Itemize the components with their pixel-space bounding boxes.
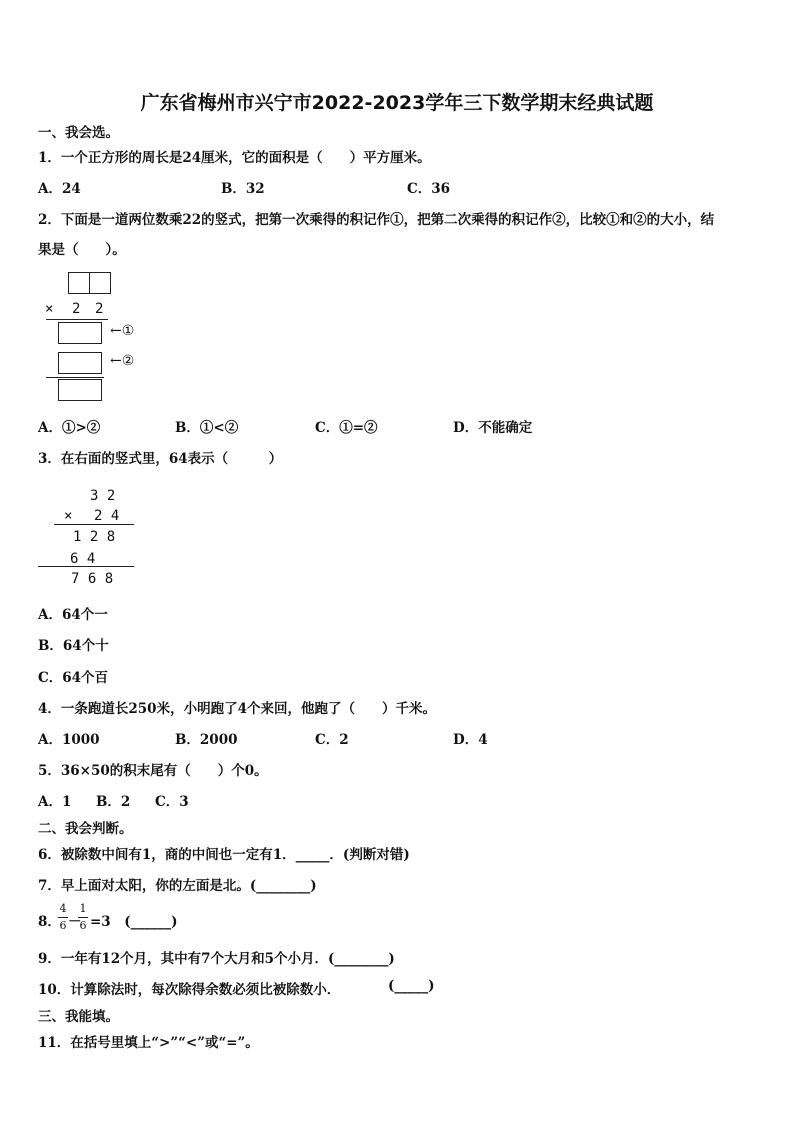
q4-option-d: D．4 xyxy=(453,732,488,748)
partial-product-1-box xyxy=(58,322,102,344)
q3-option-c: C．64个百 xyxy=(38,670,109,686)
q1-option-a: A．24 xyxy=(38,181,81,197)
question-4: 4．一条跑道长250米，小明跑了4个来回，他跑了（ ）千米。 xyxy=(38,701,436,717)
q1-option-b: B．32 xyxy=(221,181,265,197)
digit-box xyxy=(89,272,111,294)
section-heading-fill: 三、我能填。 xyxy=(38,1009,119,1025)
fraction-1-denominator: 6 xyxy=(59,919,67,932)
q2-option-a: A．①>② xyxy=(38,420,101,436)
multiply-sign: × xyxy=(45,301,54,317)
fraction-2-numerator: 1 xyxy=(79,902,87,915)
divider-line xyxy=(46,377,104,378)
question-11: 11．在括号里填上“>”“<”或“=”。 xyxy=(38,1035,259,1051)
divider-line xyxy=(54,524,134,525)
calc-row-64: 6 4 xyxy=(70,551,96,567)
page-title: 广东省梅州市兴宁市2022-2023学年三下数学期末经典试题 xyxy=(140,92,654,114)
calc-row: 2 4 xyxy=(94,508,120,524)
q4-option-c: C．2 xyxy=(315,732,349,748)
divider-line xyxy=(38,566,134,567)
q2-option-d: D．不能确定 xyxy=(453,420,533,436)
arrow-label-2: ←② xyxy=(110,353,135,369)
q2-option-c: C．①=② xyxy=(315,420,378,436)
calc-row: 3 2 xyxy=(90,488,116,504)
fraction-bar xyxy=(78,917,88,918)
section-heading-choice: 一、我会选。 xyxy=(38,125,119,141)
question-2-line-1: 2．下面是一道两位数乘22的竖式，把第一次乘得的积记作①，把第二次乘得的积记作②，比较①和②的大小，结 xyxy=(38,212,715,228)
q5-option-a: A．1 xyxy=(38,794,72,810)
calc-row: 1 2 8 xyxy=(73,529,116,545)
multiplier-digit: 2 xyxy=(72,301,81,317)
question-9: 9．一年有12个月，其中有7个大月和5个小月．(________) xyxy=(38,951,395,967)
digit-box xyxy=(68,272,90,294)
question-1: 1．一个正方形的周长是24厘米，它的面积是（ ）平方厘米。 xyxy=(38,150,431,166)
fraction-1-numerator: 4 xyxy=(59,902,67,915)
partial-product-2-box xyxy=(58,352,102,374)
q4-option-a: A．1000 xyxy=(38,732,100,748)
question-7: 7．早上面对太阳，你的左面是北。(________) xyxy=(38,878,317,894)
section-heading-judge: 二、我会判断。 xyxy=(38,821,133,837)
question-3: 3．在右面的竖式里，64表示（ ） xyxy=(38,451,283,467)
question-6: 6．被除数中间有1，商的中间也一定有1．_____．(判断对错) xyxy=(38,847,410,863)
question-10-blank: (_____) xyxy=(388,978,435,994)
q2-option-b: B．①<② xyxy=(175,420,239,436)
divider-line xyxy=(46,319,108,320)
question-2-line-2: 果是（ ）。 xyxy=(38,242,126,258)
fraction-bar xyxy=(58,917,68,918)
question-10: 10．计算除法时，每次除得余数必须比被除数小． xyxy=(38,982,341,998)
q5-option-b: B．2 xyxy=(96,794,131,810)
q4-option-b: B．2000 xyxy=(175,732,238,748)
final-product-box xyxy=(58,379,102,401)
multiply-sign: × xyxy=(64,508,73,524)
q1-option-c: C．36 xyxy=(407,181,451,197)
question-5: 5．36×50的积末尾有（ ）个0。 xyxy=(38,763,268,779)
fraction-2-denominator: 6 xyxy=(79,919,87,932)
q5-option-c: C．3 xyxy=(155,794,189,810)
minus-sign: － xyxy=(68,914,82,930)
q8-number: 8． xyxy=(38,914,61,930)
arrow-label-1: ←① xyxy=(110,323,135,339)
q3-option-b: B．64个十 xyxy=(38,638,109,654)
calc-row: 7 6 8 xyxy=(71,571,114,587)
q8-rest: =3 (______) xyxy=(90,914,178,930)
q3-option-a: A．64个一 xyxy=(38,607,108,623)
multiplier-digit: 2 xyxy=(95,301,104,317)
